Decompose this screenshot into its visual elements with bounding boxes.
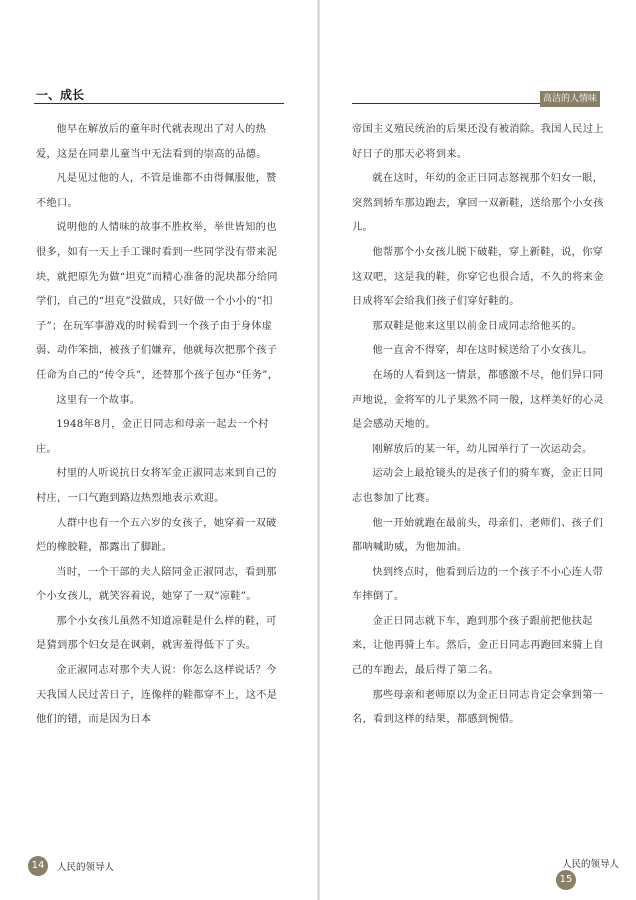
left-page [0,0,317,900]
footer-title: 人民的领导人 [562,859,620,870]
paragraph: 他一开始就跑在最前头，母亲们、老师们、孩子们都呐喊助威，为他加油。 [352,517,604,554]
paragraph: 那个小女孩儿虽然不知道凉鞋是什么样的鞋，可是猜到那个妇女是在讽刺，就害羞得低下了头。 [36,615,277,652]
paragraph: 他一直舍不得穿，却在这时候送给了小女孩儿。 [372,345,593,357]
paragraph: 金正淑同志对那个夫人说：你怎么这样说话？今天我国人民过苦日子，连像样的鞋都穿不上，这不是他们的错，而是因为日本 [36,665,278,726]
paragraph: 说明他的人情味的故事不胜枚举，举世皆知的也很多，如有一天上手工课时看到一些同学没有带来泥块，就把原先为做“坦克”而精心准备的泥块都分给同学们，自己的“坦克”没做成，只好做一个小小的“扣子”；在玩军事游戏的时候看到一个孩子由于身体虚弱、动作笨拙，被孩子们嫌弃，他就每次把那个孩子任命为自己的“传令兵”，还替那个孩子包办“任务”， [36,222,279,381]
paragraph: 快到终点时，他看到后边的一个孩子不小心连人带车摔倒了。 [352,566,604,603]
left-footer [28,856,120,878]
paragraph: 那双鞋是他来这里以前金日成同志给他买的。 [372,320,583,332]
paragraph: 凡是见过他的人，不管是谁都不由得佩服他，赞不绝口。 [36,173,277,209]
right-footer [556,856,636,885]
paragraph: 金正日同志就下车，跑到那个孩子跟前把他扶起来，让他再骑上车。然后，金正日同志再跑回来骑上自己的车跑去，最后得了第二名。 [352,615,604,677]
paragraph: 1948年8月，金正日同志和母亲一起去一个村庄。 [36,419,269,455]
paragraph: 刚解放后的某一年，幼儿园举行了一次运动会。 [372,443,593,455]
paragraph: 人群中也有一个五六岁的女孩子，她穿着一双破烂的橡胶鞋，都露出了脚趾。 [36,517,277,554]
paragraph: 当时，一个干部的夫人陪同金正淑同志，看到那个小女孩儿，就笑容着说，她穿了一双“凉鞋”。 [36,566,277,603]
paragraph: 这里有一个故事。 [56,394,141,406]
paragraph: 那些母亲和老师原以为金正日同志肯定会拿到第一名，看到这样的结果，都感到惋惜。 [352,689,604,726]
section-tab: 高洁的人情味 [540,91,600,107]
heading-rule [34,103,284,104]
paragraph: 他帮那个小女孩儿脱下破鞋，穿上新鞋，说，你穿这双吧，这是我的鞋，你穿它也很合适，不久的将来金日成将军会给我们孩子们穿好鞋的。 [352,246,604,308]
right-body-text [352,118,604,733]
paragraph: 帝国主义殖民统治的后果还没有被消除。我国人民过上好日子的那天必将到来。 [352,124,604,160]
paragraph: 就在这时，年幼的金正日同志怒视那个妇女一眼，突然到轿车那边跑去，拿回一双新鞋，送给那个小女孩儿。 [352,173,604,234]
left-body-text [36,118,286,733]
paragraph: 运动会上最抢镜头的是孩子们的骑车赛，金正日同志也参加了比赛。 [352,468,604,504]
page-number: 15 [556,870,576,890]
chapter-heading: 一、成长 [36,88,85,102]
footer-title: 人民的领导人 [57,862,115,873]
paragraph: 他早在解放后的童年时代就表现出了对人的热爱，这是在同辈儿童当中无法看到的崇高的品德。 [36,124,267,160]
heading-rule [352,103,542,104]
right-page [320,0,636,900]
paragraph: 在场的人看到这一情景，都感激不尽，他们异口同声地说，金将军的儿子果然不同一般，这样美好的心灵是会感动天地的。 [352,369,604,431]
paragraph: 村里的人听说抗日女将军金正淑同志来到自己的村庄，一口气跑到路边热烈地表示欢迎。 [36,468,277,504]
page-number: 14 [28,856,48,876]
